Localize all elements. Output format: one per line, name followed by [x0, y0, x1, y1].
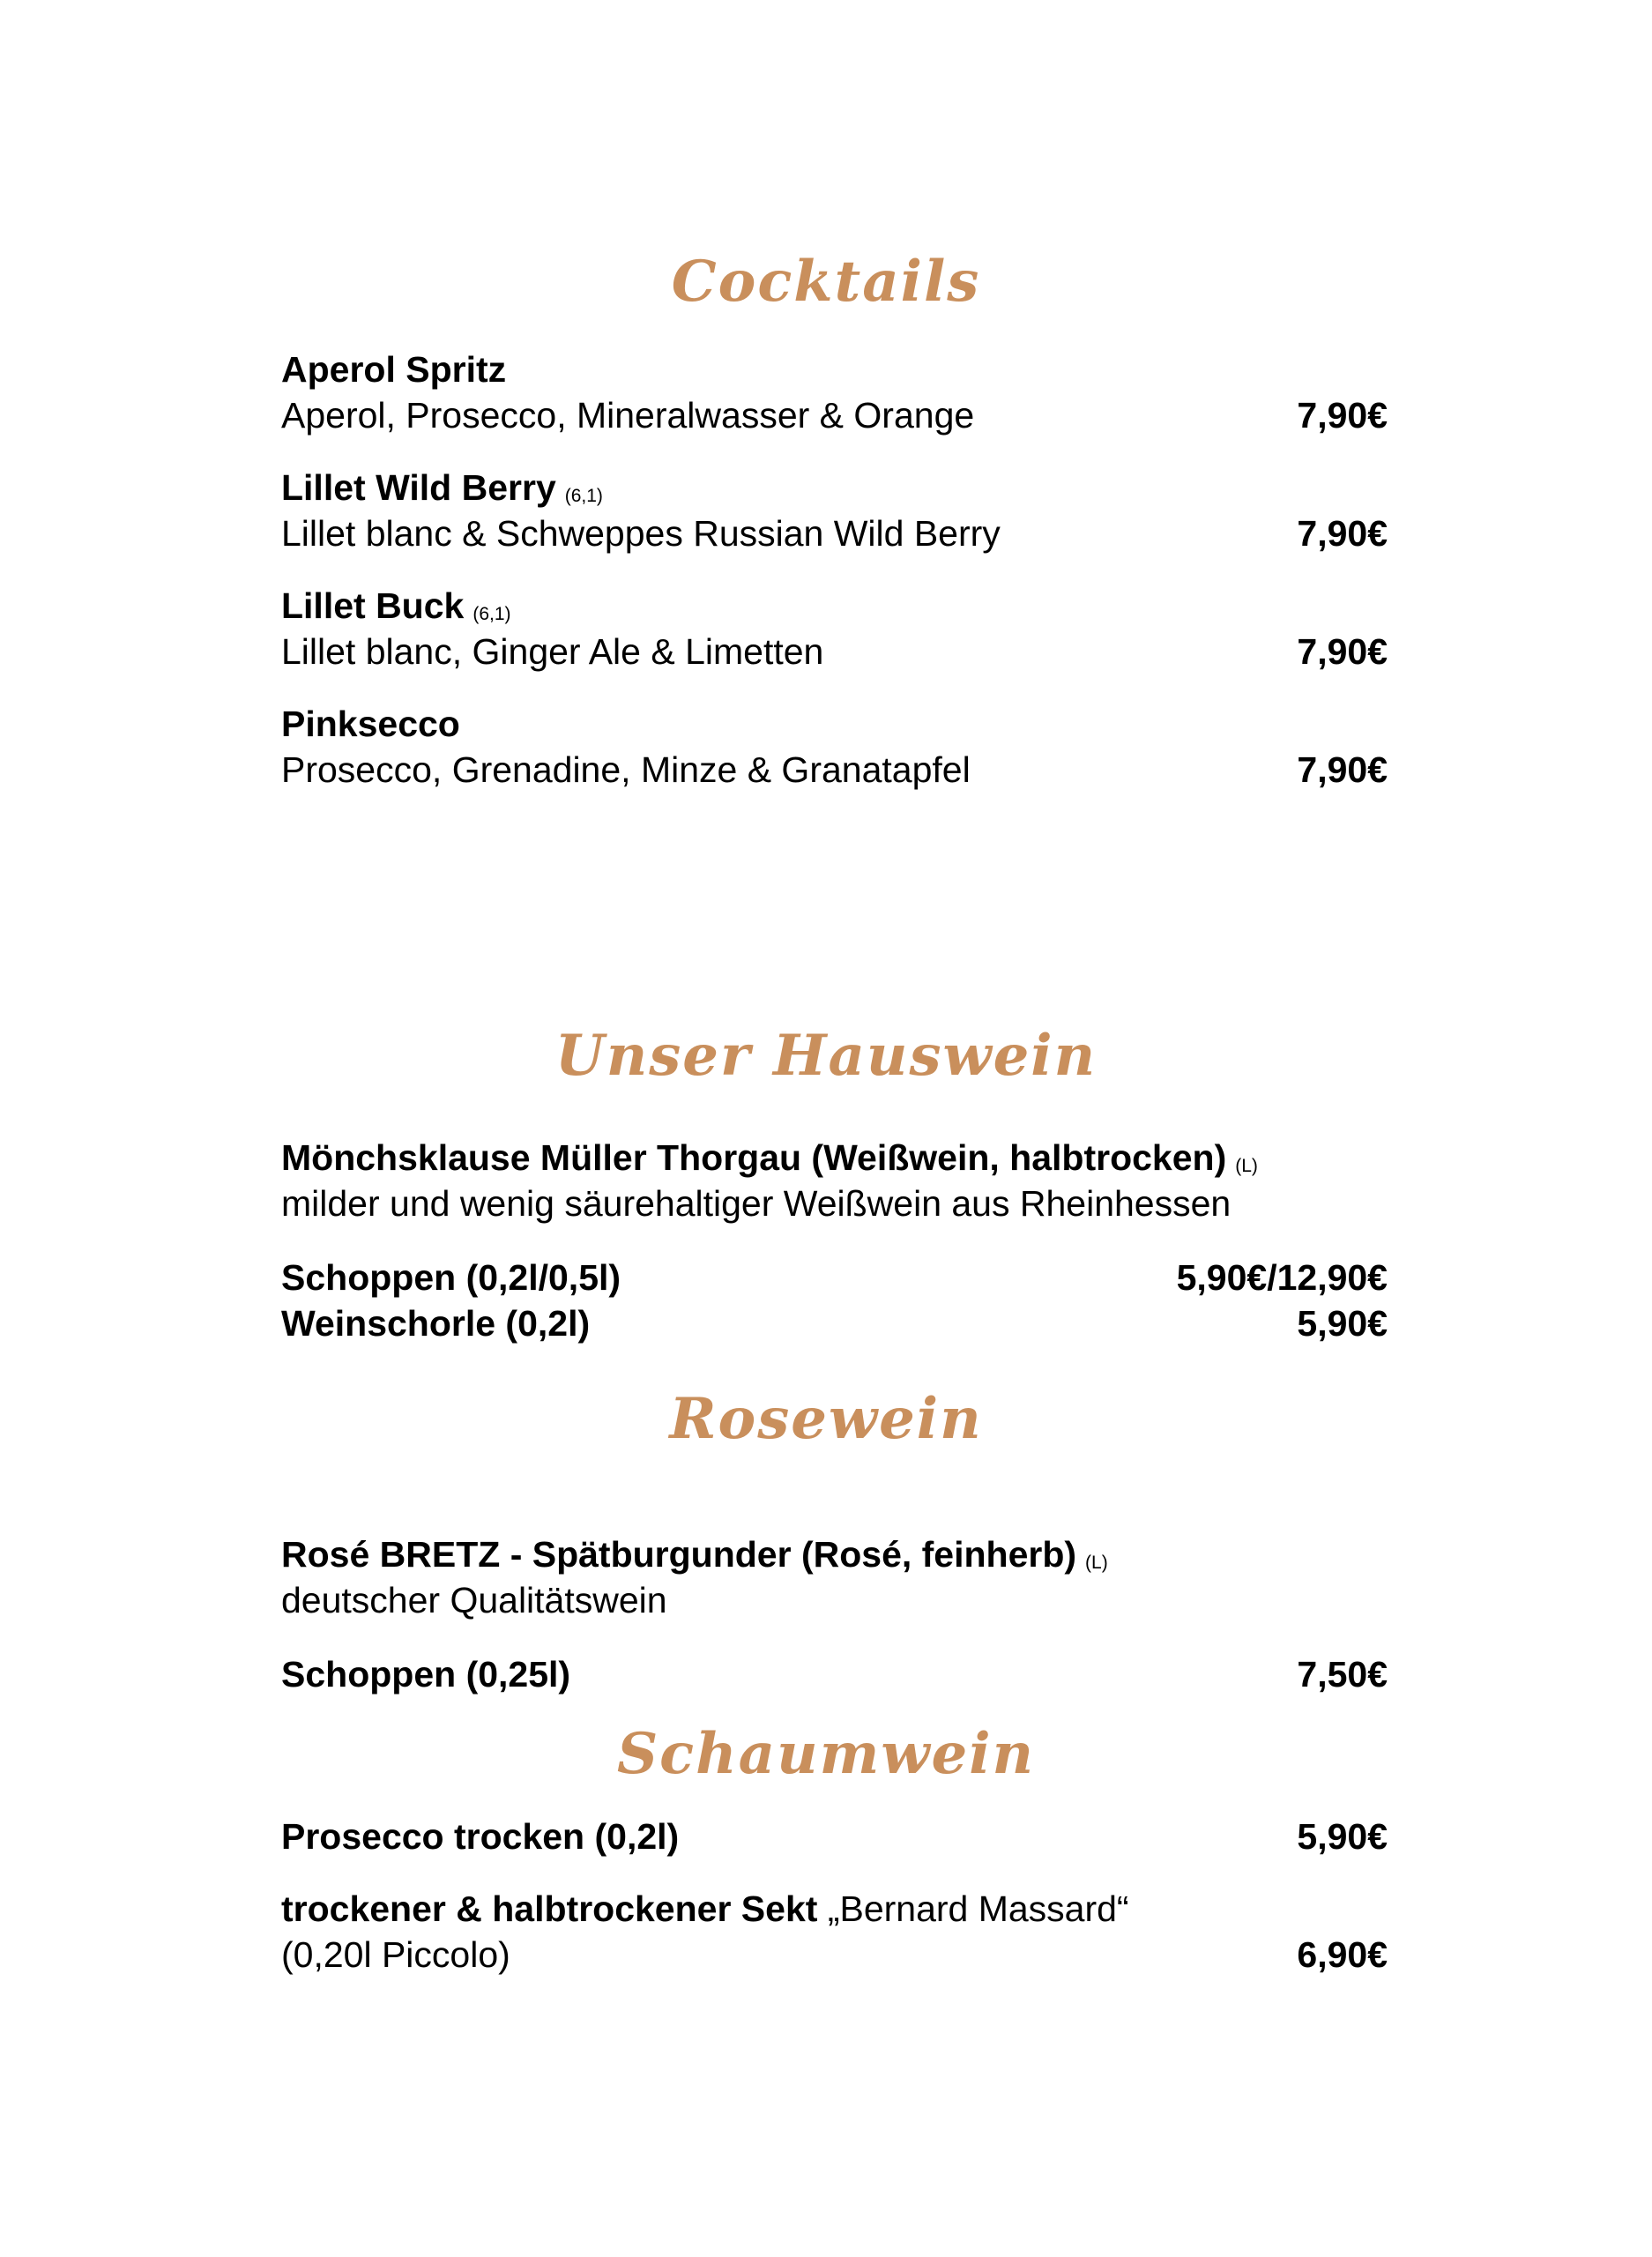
- cocktail-desc-lillet-wild-berry: [281, 511, 1388, 555]
- item-description: Lillet blanc, Ginger Ale & Limetten: [281, 631, 824, 672]
- item-description: Aperol, Prosecco, Mineralwasser & Orange: [281, 395, 975, 436]
- item-name: trockener & halbtrockener Sekt: [281, 1888, 818, 1929]
- hauswein-wine-name: [281, 1136, 1388, 1180]
- hauswein-row-weinschorle: [281, 1301, 1388, 1345]
- brand-name: „Bernard Massard“: [827, 1888, 1129, 1929]
- schaumwein-sekt-desc: [281, 1933, 1388, 1977]
- wine-name: Mönchsklause Müller Thorgau (Weißwein, halbtrocken): [281, 1137, 1227, 1178]
- hauswein-heading: Unser Hauswein: [554, 1023, 1098, 1089]
- serving-price: 7,50€: [1297, 1654, 1388, 1695]
- schaumwein-sekt-name: [281, 1887, 1388, 1931]
- rosewein-wine-name: [281, 1532, 1388, 1576]
- cocktail-name-lillet-buck: [281, 584, 1388, 628]
- hauswein-wine-desc: [281, 1181, 1388, 1225]
- allergen-note: (6,1): [473, 604, 511, 624]
- item-price: 5,90€: [1297, 1816, 1388, 1857]
- item-description: (0,20l Piccolo): [281, 1934, 510, 1975]
- allergen-note: (L): [1235, 1156, 1258, 1176]
- rosewein-wine-desc: [281, 1578, 1388, 1622]
- wine-description: milder und wenig säurehaltiger Weißwein aus Rheinhessen: [281, 1183, 1232, 1224]
- item-price: 7,90€: [1297, 631, 1388, 672]
- item-name: Pinksecco: [281, 704, 460, 744]
- rosewein-row-schoppen: [281, 1652, 1388, 1696]
- cocktail-desc-aperol-spritz: [281, 393, 1388, 437]
- serving-label: Schoppen (0,25l): [281, 1654, 571, 1695]
- serving-label: Weinschorle (0,2l): [281, 1303, 591, 1344]
- item-description: Lillet blanc & Schweppes Russian Wild Berry: [281, 513, 1001, 554]
- item-description: Prosecco, Grenadine, Minze & Granatapfel: [281, 749, 971, 790]
- item-price: 6,90€: [1297, 1934, 1388, 1975]
- item-name: Aperol Spritz: [281, 349, 507, 390]
- cocktails-heading: Cocktails: [671, 249, 981, 315]
- schaumwein-heading: Schaumwein: [616, 1721, 1036, 1787]
- allergen-note: (6,1): [564, 486, 603, 506]
- cocktail-desc-pinksecco: [281, 748, 1388, 792]
- serving-price: 5,90€/12,90€: [1176, 1257, 1388, 1298]
- schaumwein-prosecco: [281, 1814, 1388, 1858]
- item-name: Lillet Wild Berry: [281, 467, 556, 508]
- item-price: 7,90€: [1297, 749, 1388, 790]
- item-price: 7,90€: [1297, 395, 1388, 436]
- cocktail-desc-lillet-buck: [281, 629, 1388, 674]
- wine-name: Rosé BRETZ - Spätburgunder (Rosé, feinherb): [281, 1534, 1077, 1575]
- serving-price: 5,90€: [1297, 1303, 1388, 1344]
- wine-description: deutscher Qualitätswein: [281, 1580, 667, 1620]
- cocktail-name-lillet-wild-berry: [281, 466, 1388, 510]
- rosewein-heading: Rosewein: [669, 1386, 983, 1452]
- serving-label: Schoppen (0,2l/0,5l): [281, 1257, 621, 1298]
- item-name: Lillet Buck: [281, 585, 465, 626]
- item-price: 7,90€: [1297, 513, 1388, 554]
- cocktail-name-aperol-spritz: [281, 347, 1388, 391]
- allergen-note: (L): [1085, 1553, 1108, 1573]
- cocktail-name-pinksecco: [281, 702, 1388, 746]
- item-name: Prosecco trocken (0,2l): [281, 1816, 680, 1857]
- hauswein-row-schoppen: [281, 1255, 1388, 1300]
